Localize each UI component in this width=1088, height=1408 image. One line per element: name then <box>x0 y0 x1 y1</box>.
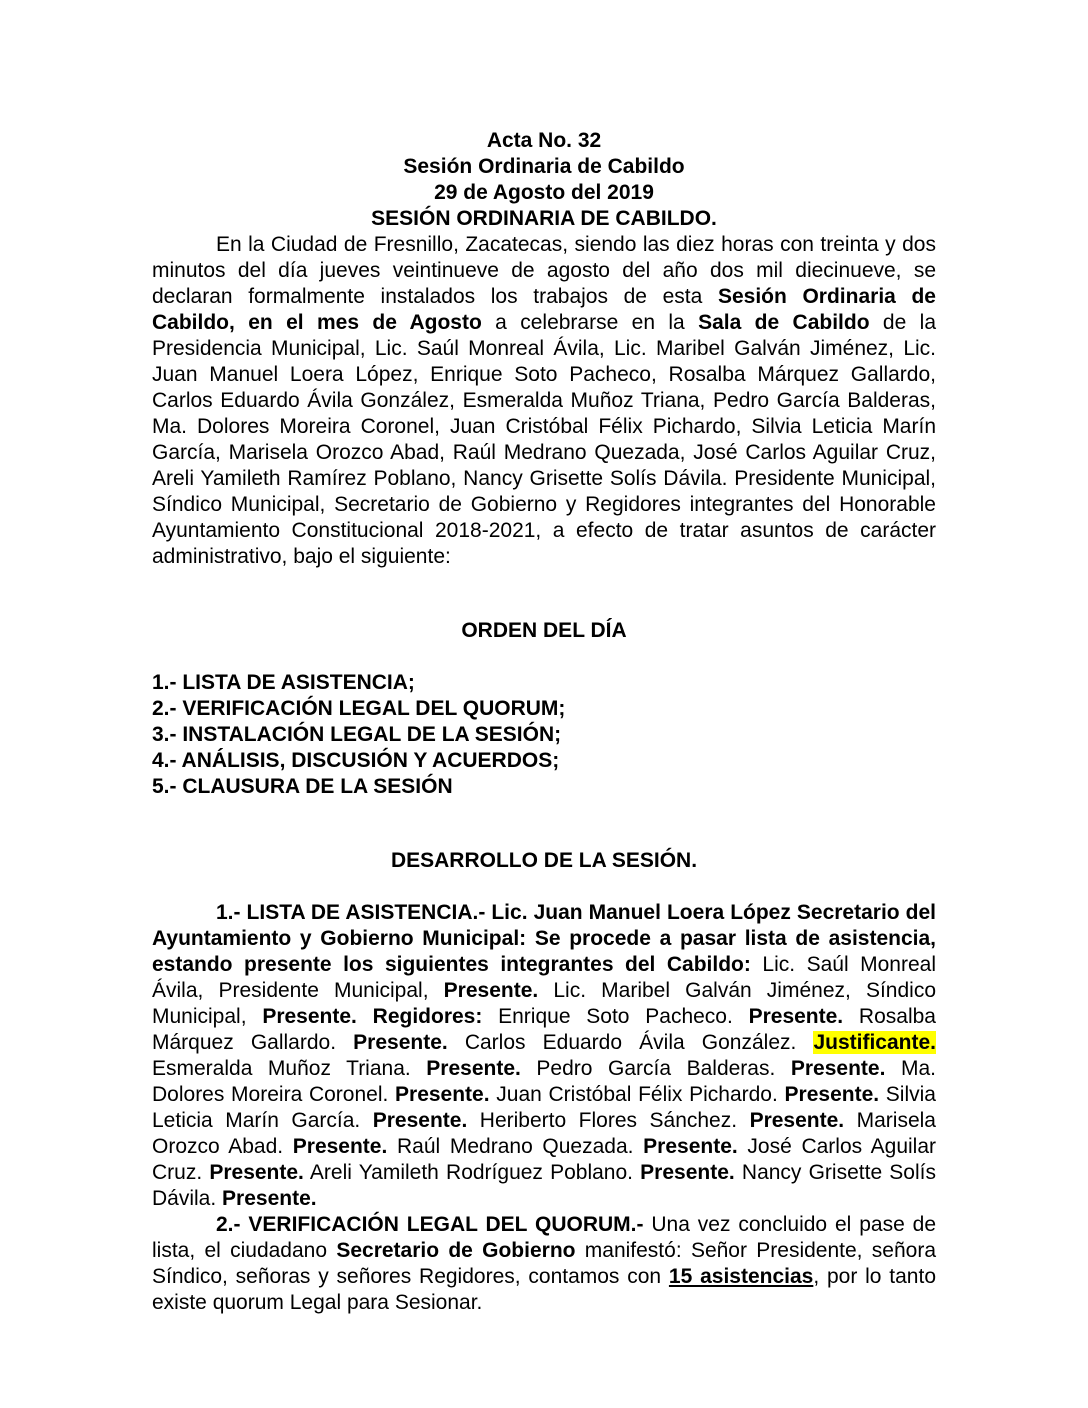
text-segment: Presente. <box>790 1057 886 1080</box>
text-segment: Presente. <box>749 1109 845 1132</box>
intro-paragraph <box>152 232 936 570</box>
orden-item-5: 5.- CLAUSURA DE LA SESIÓN <box>152 775 453 798</box>
text-segment: Presente. <box>372 1109 468 1132</box>
session-title: SESIÓN ORDINARIA DE CABILDO. <box>371 207 717 230</box>
text-segment: Esmeralda Muñoz Triana. <box>152 1057 427 1080</box>
text-segment: José Carlos Aguilar Cruz. <box>152 1135 937 1184</box>
orden-item-2: 2.- VERIFICACIÓN LEGAL DEL QUORUM; <box>152 697 566 720</box>
text-segment: Marisela Orozco Abad. <box>152 1109 936 1158</box>
text-segment: Pedro García Balderas. <box>520 1057 791 1080</box>
text-segment: Enrique Soto Pacheco. <box>482 1005 749 1028</box>
orden-item-1: 1.- LISTA DE ASISTENCIA; <box>152 671 415 694</box>
text-segment: 15 asistencias <box>668 1265 814 1288</box>
orden-del-dia-heading: ORDEN DEL DÍA <box>461 619 627 642</box>
orden-item-4: 4.- ANÁLISIS, DISCUSIÓN Y ACUERDOS; <box>152 749 560 772</box>
text-segment: Ma. Dolores Moreira Coronel. <box>152 1057 937 1106</box>
text-segment: Presente. <box>643 1135 738 1158</box>
text-segment: Lic. Maribel Galván Jiménez, Síndico Municipal, <box>152 979 936 1028</box>
text-segment: Presente. <box>784 1083 880 1106</box>
text-segment: Juan Cristóbal Félix Pichardo. <box>489 1083 785 1106</box>
session-type: Sesión Ordinaria de Cabildo <box>403 155 685 178</box>
text-segment: Secretario de Gobierno <box>336 1239 576 1262</box>
text-segment: Presente. <box>222 1187 317 1210</box>
document-header <box>152 128 936 232</box>
text-segment: manifestó: Señor Presidente, señora Síndico, señoras y señores Regidores, contamos con <box>152 1239 937 1288</box>
text-segment: de la Presidencia Municipal, Lic. Saúl Monreal Ávila, Lic. Maribel Galván Jiménez, Lic. Juan Manuel Loera López, Enrique Soto Pacheco, Rosalba Márquez Gallardo, Carlos Eduardo Ávila González, Esmeralda Muñoz Triana, Pedro García Balderas, Ma. Dolores Moreira Coronel, Juan Cristóbal Félix Pichardo, Silvia Leticia Marín García, Marisela Orozco Abad, Raúl Medrano Quezada, José Carlos Aguilar Cruz, Areli Yamileth Ramírez Poblano, Nancy Grisette Solís Dávila. Presidente Municipal, Síndico Municipal, Secretario de Gobierno y Regidores integrantes del Honorable Ayuntamiento Constitucional 2018-2021, a efecto de tratar asuntos de carácter administrativo, bajo el siguiente: <box>152 311 936 568</box>
session-date: 29 de Agosto del 2019 <box>434 181 654 204</box>
orden-del-dia-list <box>152 670 936 800</box>
text-segment: Presente. Regidores: <box>262 1005 483 1028</box>
text-segment: Sala de Cabildo <box>698 311 870 334</box>
text-segment: En la Ciudad de Fresnillo, Zacatecas, siendo las diez horas con treinta y dos minutos del día jueves veintinueve de agosto del año dos mil diecinueve, se declaran formalmente instalados los trabajos de esta <box>152 233 936 308</box>
text-segment: Presente. <box>395 1083 490 1106</box>
text-segment: Sesión Ordinaria de Cabildo, en el mes de Agosto <box>152 285 936 334</box>
text-segment: Raúl Medrano Quezada. <box>387 1135 644 1158</box>
text-segment: a celebrarse en la <box>481 311 699 334</box>
highlighted-text: Justificante. <box>813 1031 936 1054</box>
text-segment: Areli Yamileth Rodríguez Poblano. <box>303 1161 641 1184</box>
text-segment: Heriberto Flores Sánchez. <box>467 1109 750 1132</box>
text-segment: Silvia Leticia Marín García. <box>152 1083 936 1132</box>
text-segment: Presente. <box>640 1161 735 1184</box>
text-segment: Carlos Eduardo Ávila González. <box>447 1031 814 1054</box>
text-segment: Una vez concluido el pase de lista, el ciudadano <box>152 1213 937 1262</box>
quorum-paragraph <box>152 1212 936 1316</box>
text-segment: , por lo tanto existe quorum Legal para Sesionar. <box>152 1265 937 1314</box>
orden-item-3: 3.- INSTALACIÓN LEGAL DE LA SESIÓN; <box>152 723 562 746</box>
text-segment: Lic. Saúl Monreal Ávila, Presidente Municipal, <box>152 953 936 1002</box>
text-segment: Nancy Grisette Solís Dávila. <box>152 1161 936 1210</box>
asistencia-paragraph <box>152 900 936 1212</box>
text-segment: Presente. <box>426 1057 521 1080</box>
text-segment: 1.- LISTA DE ASISTENCIA.- Lic. Juan Manuel Loera López Secretario del Ayuntamiento y Gobierno Municipal: Se procede a pasar lista de asistencia, estando presente los siguientes integrantes del Cabildo: <box>152 901 936 976</box>
text-segment: 2.- VERIFICACIÓN LEGAL DEL QUORUM.- <box>216 1213 652 1236</box>
text-segment: Presente. <box>292 1135 388 1158</box>
acta-number: Acta No. 32 <box>486 129 602 152</box>
text-segment: Presente. <box>748 1005 844 1028</box>
text-segment: Presente. <box>209 1161 304 1184</box>
text-segment: Presente. <box>353 1031 448 1054</box>
text-segment: Rosalba Márquez Gallardo. <box>152 1005 936 1054</box>
text-segment: Presente. <box>443 979 539 1002</box>
desarrollo-heading: DESARROLLO DE LA SESIÓN. <box>390 849 698 872</box>
